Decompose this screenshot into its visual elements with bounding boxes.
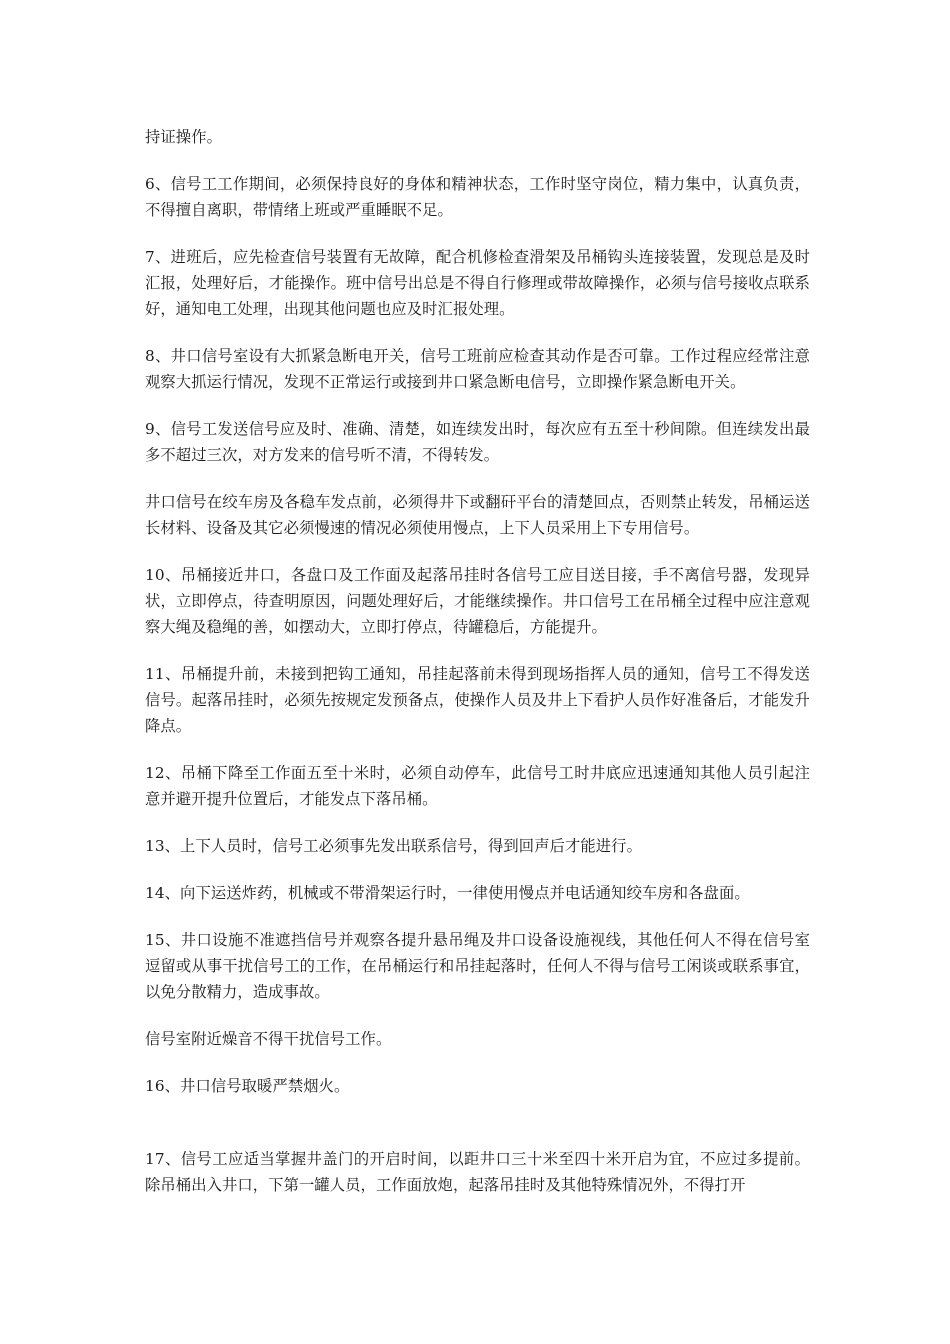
paragraph-item-15: 15、井口设施不准遮挡信号并观察各提升悬吊绳及井口设备设施视线，其他任何人不得在信号室逗留或从事干扰信号工的工作，在吊桶运行和吊挂起落时，任何人不得与信号工闲谈或联系事宜，以免分散精力，造成事故。 — [145, 931, 810, 1001]
paragraph-item-13: 13、上下人员时，信号工必须事先发出联系信号，得到回声后才能进行。 — [145, 837, 642, 855]
paragraph-item-7: 7、进班后，应先检查信号装置有无故障，配合机修检查滑架及吊桶钩头连接装置，发现总是及时汇报，处理好后，才能操作。班中信号出总是不得自行修理或带故障操作，必须与信号接收点联系好，通知电工处理，出现其他问题也应及时汇报处理。 — [145, 248, 810, 318]
paragraph-item-14: 14、向下运送炸药，机械或不带滑架运行时，一律使用慢点并电话通知绞车房和各盘面。 — [145, 884, 750, 902]
paragraph-wellhead-signal: 井口信号在绞车房及各稳车发点前，必须得井下或翻矸平台的清楚回点，否则禁止转发，吊桶运送长材料、设备及其它必须慢速的情况必须使用慢点，上下人员采用上下专用信号。 — [145, 493, 810, 537]
paragraph-item-16: 16、井口信号取暖严禁烟火。 — [145, 1077, 350, 1095]
paragraph-item-11: 11、吊桶提升前，未接到把钩工通知，吊挂起落前未得到现场指挥人员的通知，信号工不得发送信号。起落吊挂时，必须先按规定发预备点，使操作人员及井上下看护人员作好准备后，才能发升降点。 — [145, 665, 810, 735]
paragraph-item-6: 6、信号工工作期间，必须保持良好的身体和精神状态，工作时坚守岗位，精力集中，认真负责，不得擅自离职，带情绪上班或严重睡眠不足。 — [145, 175, 810, 219]
document-body — [145, 124, 810, 1198]
paragraph-item-8: 8、井口信号室设有大抓紧急断电开关，信号工班前应检查其动作是否可靠。工作过程应经常注意观察大抓运行情况，发现不正常运行或接到井口紧急断电信号，立即操作紧急断电开关。 — [145, 347, 810, 391]
paragraph-item-17: 17、信号工应适当掌握井盖门的开启时间，以距井口三十米至四十米开启为宜，不应过多提前。除吊桶出入井口，下第一罐人员，工作面放炮，起落吊挂时及其他特殊情况外，不得打开 — [145, 1150, 810, 1194]
paragraph-item-9: 9、信号工发送信号应及时、准确、清楚，如连续发出时，每次应有五至十秒间隙。但连续发出最多不超过三次，对方发来的信号听不清，不得转发。 — [145, 420, 810, 464]
paragraph-item-12: 12、吊桶下降至工作面五至十米时，必须自动停车，此信号工时井底应迅速通知其他人员引起注意并避开提升位置后，才能发点下落吊桶。 — [145, 764, 810, 808]
paragraph-noise-note: 信号室附近燥音不得干扰信号工作。 — [145, 1030, 392, 1048]
paragraph-item-10: 10、吊桶接近井口，各盘口及工作面及起落吊挂时各信号工应目送目接，手不离信号器，发现异状，立即停点，待查明原因，问题处理好后，才能继续操作。井口信号工在吊桶全过程中应注意观察大绳及稳绳的善，如摆动大，立即打停点，待罐稳后，方能提升。 — [145, 566, 810, 636]
paragraph-continuation: 持证操作。 — [145, 128, 222, 146]
